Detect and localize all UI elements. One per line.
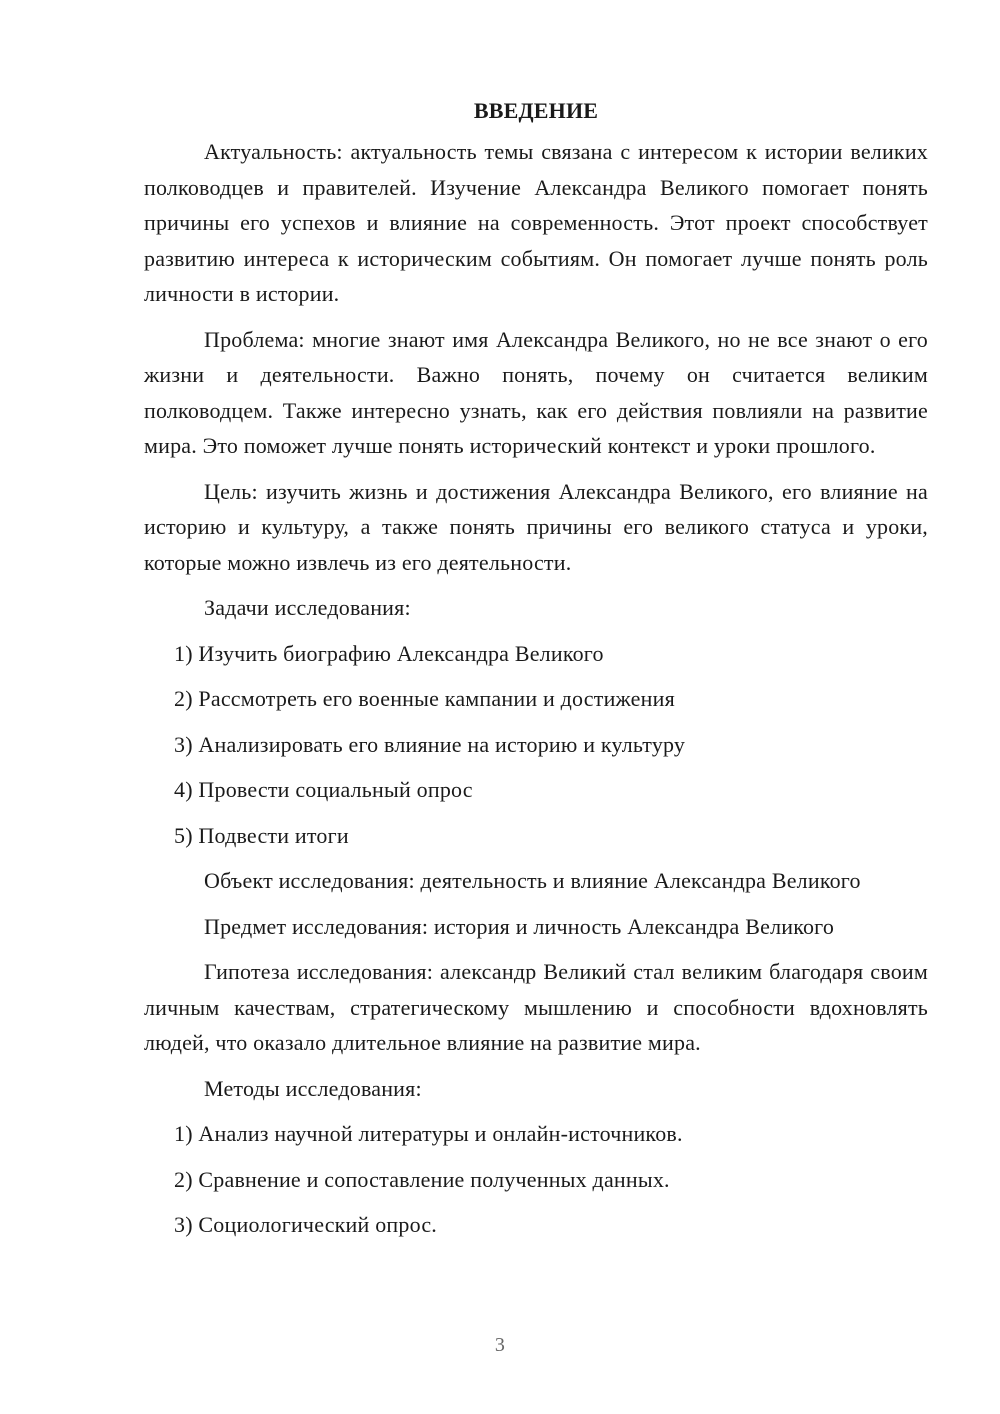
research-subject: Предмет исследования: история и личность Александра Великого [204, 913, 835, 939]
hypothesis-paragraph: Гипотеза исследования: александр Великий стал великим благодаря своим личным качествам, стратегическому мышлению и способности вдохновлять людей, что оказало длительное влияние на развитие мира. [144, 959, 928, 1055]
page-number: 3 [494, 1334, 506, 1356]
list-item: 5) Подвести итоги [174, 822, 349, 848]
methods-heading: Методы исследования: [204, 1075, 422, 1101]
section-title: ВВЕДЕНИЕ [473, 98, 599, 123]
page-content [144, 96, 928, 1253]
list-item: 2) Рассмотреть его военные кампании и достижения [174, 686, 675, 711]
list-item: 4) Провести социальный опрос [174, 777, 473, 802]
tasks-list [144, 636, 928, 854]
methods-list [144, 1116, 928, 1243]
tasks-heading: Задачи исследования: [204, 595, 411, 620]
list-item: 1) Анализ научной литературы и онлайн-источников. [174, 1121, 683, 1146]
list-item: 3) Социологический опрос. [174, 1212, 437, 1237]
list-item: 3) Анализировать его влияние на историю и культуру [174, 731, 686, 757]
relevance-paragraph: Актуальность: актуальность темы связана с интересом к истории великих полководцев и правителей. Изучение Александра Великого помогает понять причины его успехов и влияние на современность. Этот проект способствует развитию интереса к историческим событиям. Он помогает лучше понять роль личности в истории. [144, 139, 928, 306]
list-item: 1) Изучить биографию Александра Великого [174, 640, 604, 666]
research-object: Объект исследования: деятельность и влияние Александра Великого [204, 868, 861, 893]
problem-paragraph: Проблема: многие знают имя Александра Великого, но не все знают о его жизни и деятельности. Важно понять, почему он считается великим полководцем. Также интересно узнать, как его действия повлияли на развитие мира. Это поможет лучше понять исторический контекст и уроки прошлого. [144, 326, 928, 458]
list-item: 2) Сравнение и сопоставление полученных данных. [174, 1166, 670, 1192]
goal-paragraph: Цель: изучить жизнь и достижения Александра Великого, его влияние на историю и культуру, а также понять причины его великого статуса и уроки, которые можно извлечь из его деятельности. [144, 478, 928, 575]
